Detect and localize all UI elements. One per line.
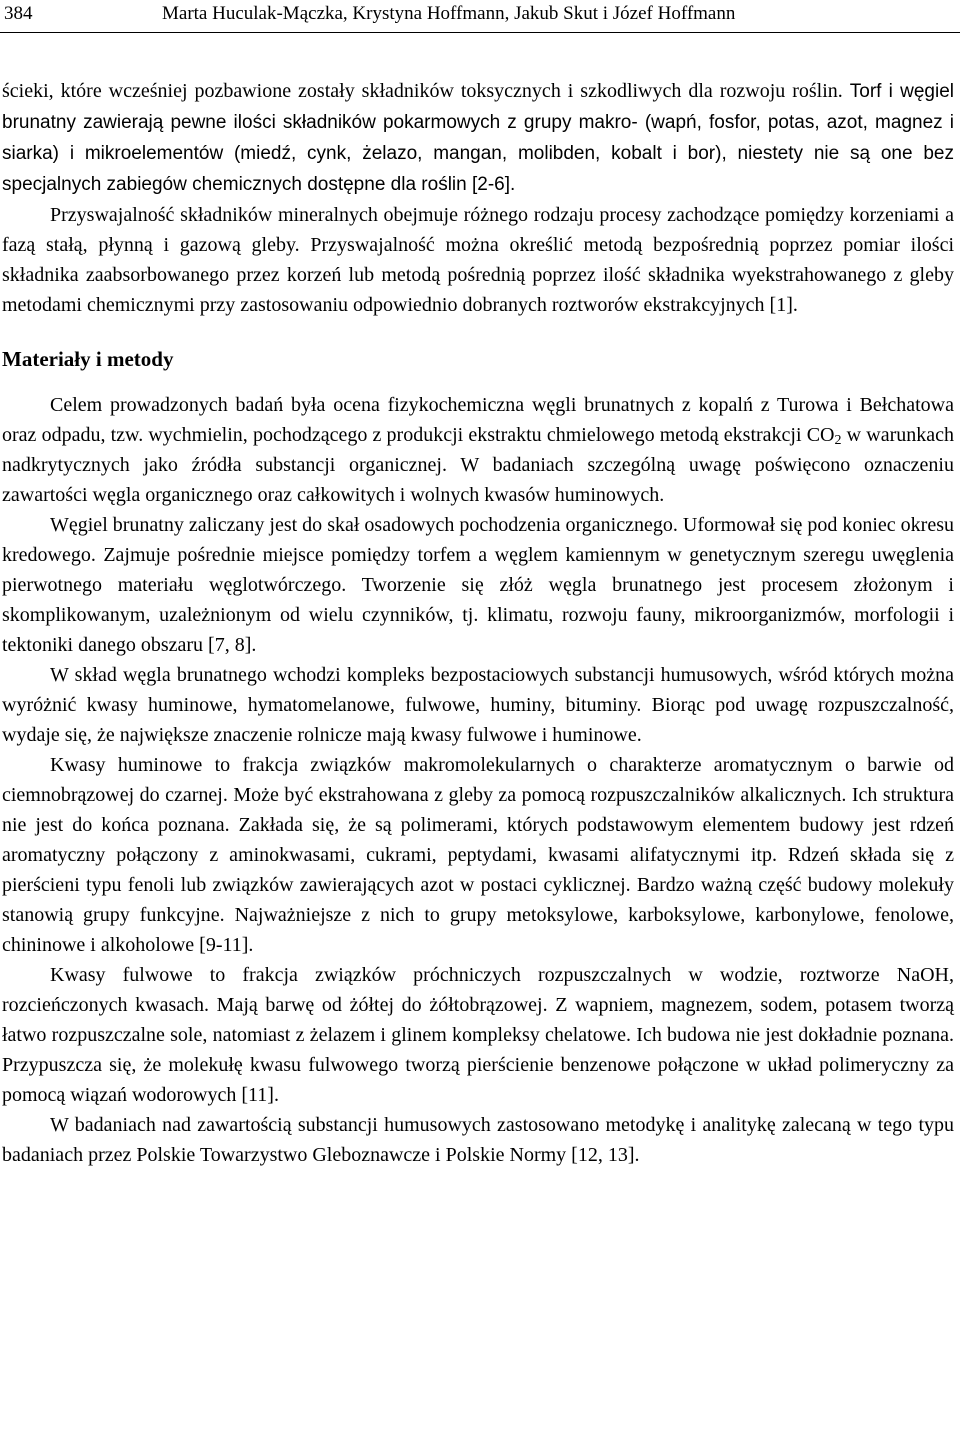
section-heading: Materiały i metody: [2, 347, 174, 371]
intro-paragraph-1: [2, 76, 954, 200]
section-paragraph-1-before: Celem prowadzonych badań była ocena fizykochemiczna węgli brunatnych z kopalń z Turowa i Bełchatowa oraz odpadu, tzw. wychmielin, pochodzącego z produkcji ekstraktu chmielowego metodą ekstrakcji CO: [2, 394, 954, 446]
co2-subscript: 2: [834, 433, 842, 448]
running-head: Marta Huculak-Mączka, Krystyna Hoffmann, Jakub Skut i Józef Hoffmann: [162, 3, 736, 24]
section-paragraph-1-after: w warunkach nadkrytycznych jako źródła substancji organicznej. W badaniach szczególną uwagę poświęcono oznaczeniu zawartości węgla organicznego oraz całkowitych i wolnych kwasów huminowych.: [2, 424, 954, 506]
intro-paragraph-2-a: Przyswajalność składników mineralnych obejmuje różnego rodzaju procesy zachodzące pomiędzy korzeniami a fazą stałą, płynną i gazową gleby.: [2, 204, 954, 256]
intro-paragraph-2-b: Przyswajalność można określić metodą bezpośrednią poprzez pomiar ilości składnika zaabsorbowanego przez korzeń lub metodą pośrednią poprzez ilość składnika wyekstrahowanego z gleby metodami chemicznymi przy zastosowaniu odpowiednio dobranych roztworów ekstrakcyjnych [1].: [2, 234, 954, 316]
section-paragraph-1: [2, 390, 954, 510]
page-number: 384: [4, 3, 33, 24]
section-paragraph-3: W skład węgla brunatnego wchodzi kompleks bezpostaciowych substancji humusowych, wśród których można wyróżnić kwasy huminowe, hymatomelanowe, fulwowe, huminy, bituminy. Biorąc pod uwagę rozpuszczalność, wydaje się, że największe znaczenie rolnicze mają kwasy fulwowe i huminowe.: [2, 664, 954, 746]
document-body: [2, 76, 954, 1170]
intro-paragraph-2: [2, 200, 954, 320]
section-paragraph-2: Węgiel brunatny zaliczany jest do skał osadowych pochodzenia organicznego. Uformował się pod koniec okresu kredowego. Zajmuje pośrednie miejsce pomiędzy torfem a węglem kamiennym w genetycznym szeregu uwęglenia pierwotnego materiału węglotwórczego. Tworzenie się złóż węgla brunatnego jest procesem złożonym i skomplikowanym, uzależnionym od wielu czynników, tj. klimatu, rozwoju fauny, mikroorganizmów, morfologii i tektoniki danego obszaru [7, 8].: [2, 514, 954, 656]
page-header: [0, 0, 960, 28]
intro-paragraph-1-sans: Torf i węgiel brunatny zawierają pewne ilości składników pokarmowych z grupy makro- (wapń, fosfor, potas, azot, magnez i siarka) i mikroelementów (miedź, cynk, żelazo, mangan, molibden, kobalt i bor), niestety nie są one bez specjalnych zabiegów chemicznych dostępne dla roślin [2-6].: [2, 81, 954, 195]
header-rule: [0, 32, 960, 33]
section-paragraph-4: Kwasy huminowe to frakcja związków makromolekularnych o charakterze aromatycznym o barwie od ciemnobrązowej do czarnej. Może być ekstrahowana z gleby za pomocą rozpuszczalników alkalicznych. Ich struktura nie jest do końca poznana. Zakłada się, że są polimerami, których podstawowym elementem budowy jest rdzeń aromatyczny połączony z aminokwasami, cukrami, peptydami, kwasami alifatycznymi itp. Rdzeń składa się z pierścieni typu fenoli lub związków zawierających azot w postaci cyklicznej. Bardzo ważną część budowy molekuły stanowią grupy funkcyjne. Najważniejsze z nich to grupy metoksylowe, karboksylowe, karbonylowe, fenolowe, chininowe i alkoholowe [9-11].: [2, 754, 954, 956]
intro-paragraph-1-serif: ścieki, które wcześniej pozbawione zostały składników toksycznych i szkodliwych dla rozwoju roślin.: [2, 80, 850, 102]
section-paragraph-6: W badaniach nad zawartością substancji humusowych zastosowano metodykę i analitykę zalecaną w tego typu badaniach przez Polskie Towarzystwo Gleboznawcze i Polskie Normy [12, 13].: [2, 1114, 954, 1166]
section-paragraph-5: Kwasy fulwowe to frakcja związków próchniczych rozpuszczalnych w wodzie, roztworze NaOH, rozcieńczonych kwasach. Mają barwę od żółtej do żółtobrązowej. Z wapniem, magnezem, sodem, potasem tworzą łatwo rozpuszczalne sole, natomiast z żelazem i glinem kompleksy chelatowe. Ich budowa nie jest dokładnie poznana. Przypuszcza się, że molekułę kwasu fulwowego tworzą pierścienie benzenowe połączone w układ polimeryczny za pomocą wiązań wodorowych [11].: [2, 964, 954, 1106]
